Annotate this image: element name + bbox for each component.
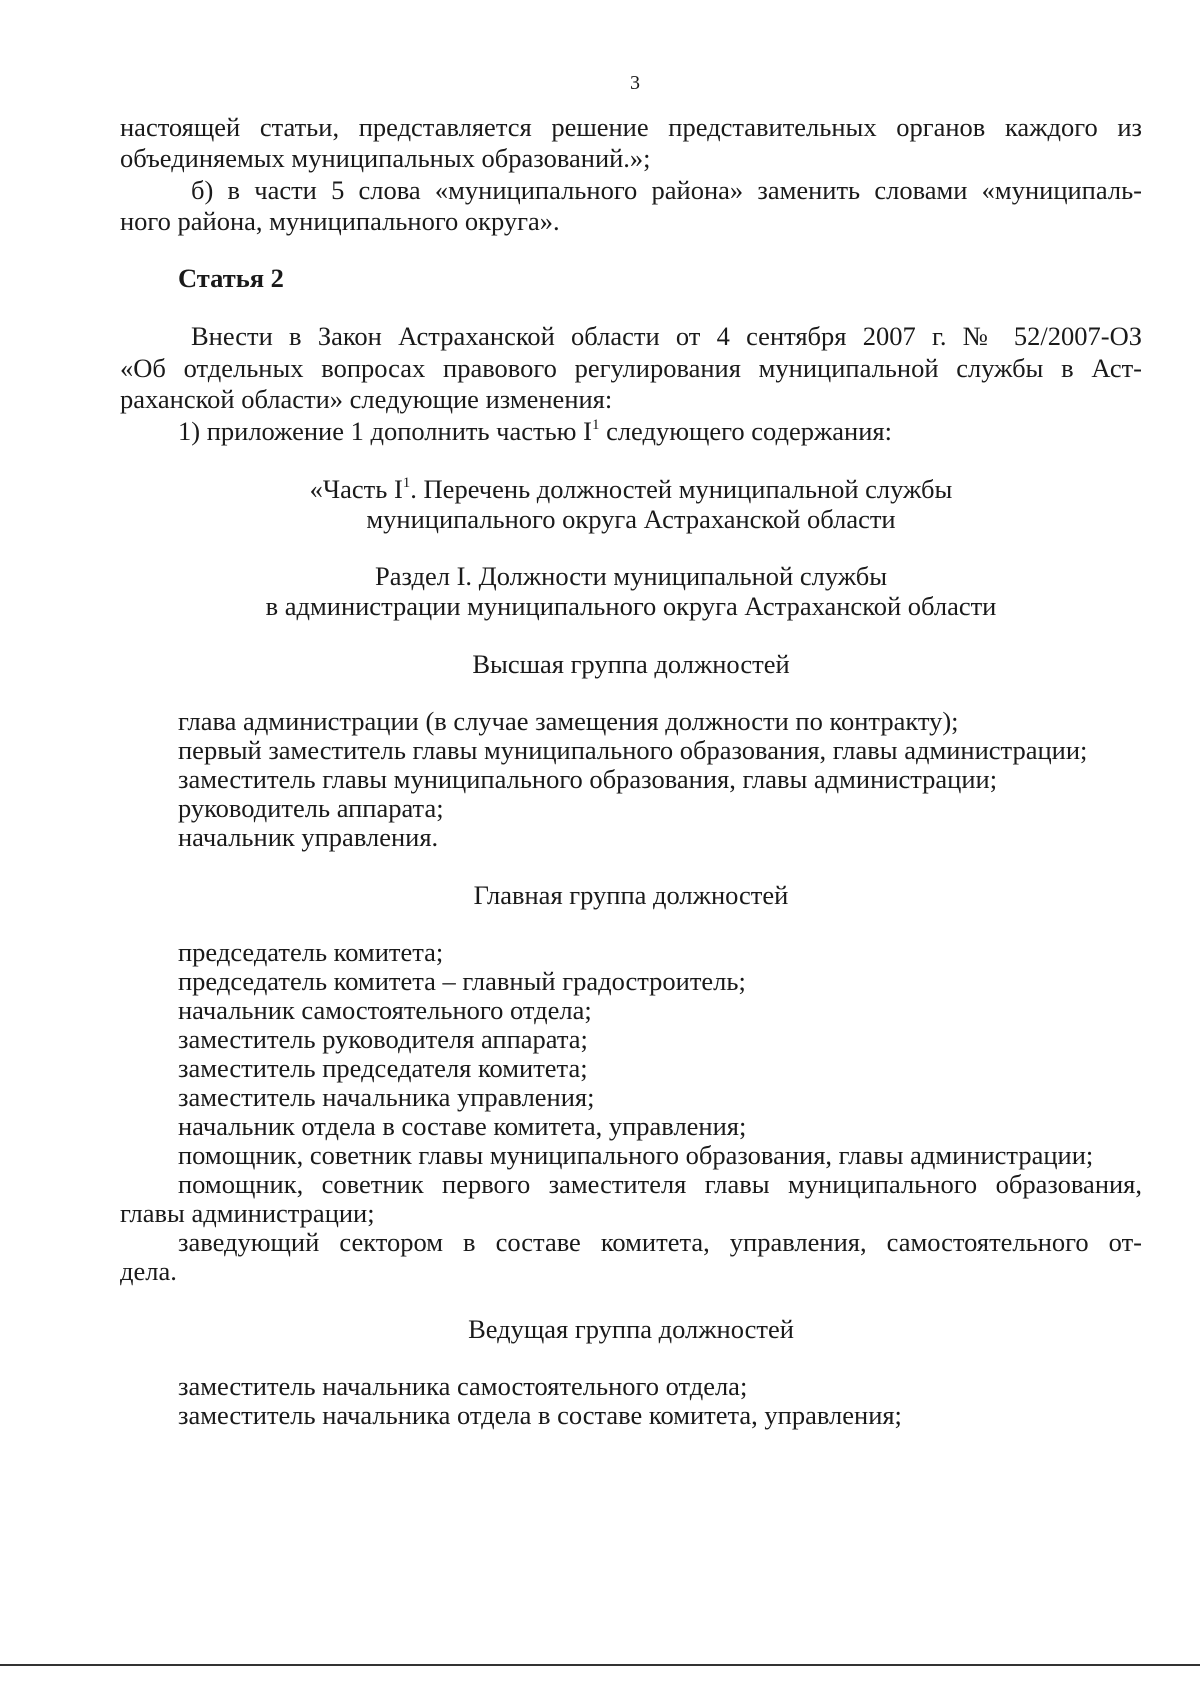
text-line: б) в части 5 слова «муниципального района» заменить словами «муниципаль- (191, 175, 1142, 205)
list-item: заместитель начальника отдела в составе комитета, управления; (178, 1400, 902, 1430)
list-item: заместитель начальника самостоятельного отдела; (178, 1371, 748, 1401)
group-heading-lead: Ведущая группа должностей (468, 1314, 794, 1344)
text-line: Внести в Закон Астраханской области от 4 сентября 2007 г. № 52/2007-ОЗ (191, 321, 1142, 351)
text-span: . Перечень должностей муниципальной службы (410, 474, 953, 504)
list-item: заместитель начальника управления; (178, 1082, 595, 1112)
list-item: руководитель аппарата; (178, 793, 444, 823)
text-line: объединяемых муниципальных образований.»; (120, 143, 651, 173)
text-line: раханской области» следующие изменения: (120, 384, 613, 414)
text-span: «Часть I (309, 474, 403, 504)
list-item: председатель комитета – главный градостроитель; (178, 966, 746, 996)
group-heading-high: Высшая группа должностей (472, 649, 790, 679)
part-heading (120, 474, 1142, 504)
superscript: 1 (591, 417, 600, 433)
list-item: заместитель председателя комитета; (178, 1053, 588, 1083)
section-heading-line2: в администрации муниципального округа Астраханской области (265, 591, 997, 621)
list-item: начальник самостоятельного отдела; (178, 995, 592, 1025)
list-item: помощник, советник первого заместителя главы муниципального образования, (178, 1169, 1142, 1199)
text-line: «Об отдельных вопросах правового регулирования муниципальной службы в Аст- (120, 353, 1142, 383)
list-item: первый заместитель главы муниципального образования, главы администрации; (178, 735, 1088, 765)
part-heading-line2: муниципального округа Астраханской области (366, 504, 896, 534)
article-title: Статья 2 (178, 263, 284, 293)
list-item: заведующий сектором в составе комитета, управления, самостоятельного от- (178, 1227, 1142, 1257)
list-item-continuation: дела. (120, 1256, 177, 1286)
text-line: ного района, муниципального округа». (120, 206, 560, 236)
section-heading: Раздел I. Должности муниципальной службы (374, 561, 887, 591)
text-span: следующего содержания: (599, 416, 892, 446)
text-span: 1) приложение 1 дополнить частью I (178, 416, 592, 446)
list-item: председатель комитета; (178, 937, 444, 967)
list-item: начальник управления. (178, 822, 439, 852)
page-bottom-rule (0, 1664, 1200, 1666)
text-line: настоящей статьи, представляется решение представительных органов каждого из (120, 112, 1142, 142)
list-item: помощник, советник главы муниципального образования, главы администрации; (178, 1140, 1094, 1170)
group-heading-main: Главная группа должностей (473, 880, 789, 910)
list-item: глава администрации (в случае замещения должности по контракту); (178, 706, 959, 736)
page-number: 3 (630, 72, 640, 94)
list-item-continuation: главы администрации; (120, 1198, 375, 1228)
list-item: заместитель руководителя аппарата; (178, 1024, 588, 1054)
list-item: начальник отдела в составе комитета, управления; (178, 1111, 747, 1141)
superscript: 1 (402, 475, 411, 491)
list-item: заместитель главы муниципального образования, главы администрации; (178, 764, 998, 794)
text-line (178, 416, 1200, 446)
